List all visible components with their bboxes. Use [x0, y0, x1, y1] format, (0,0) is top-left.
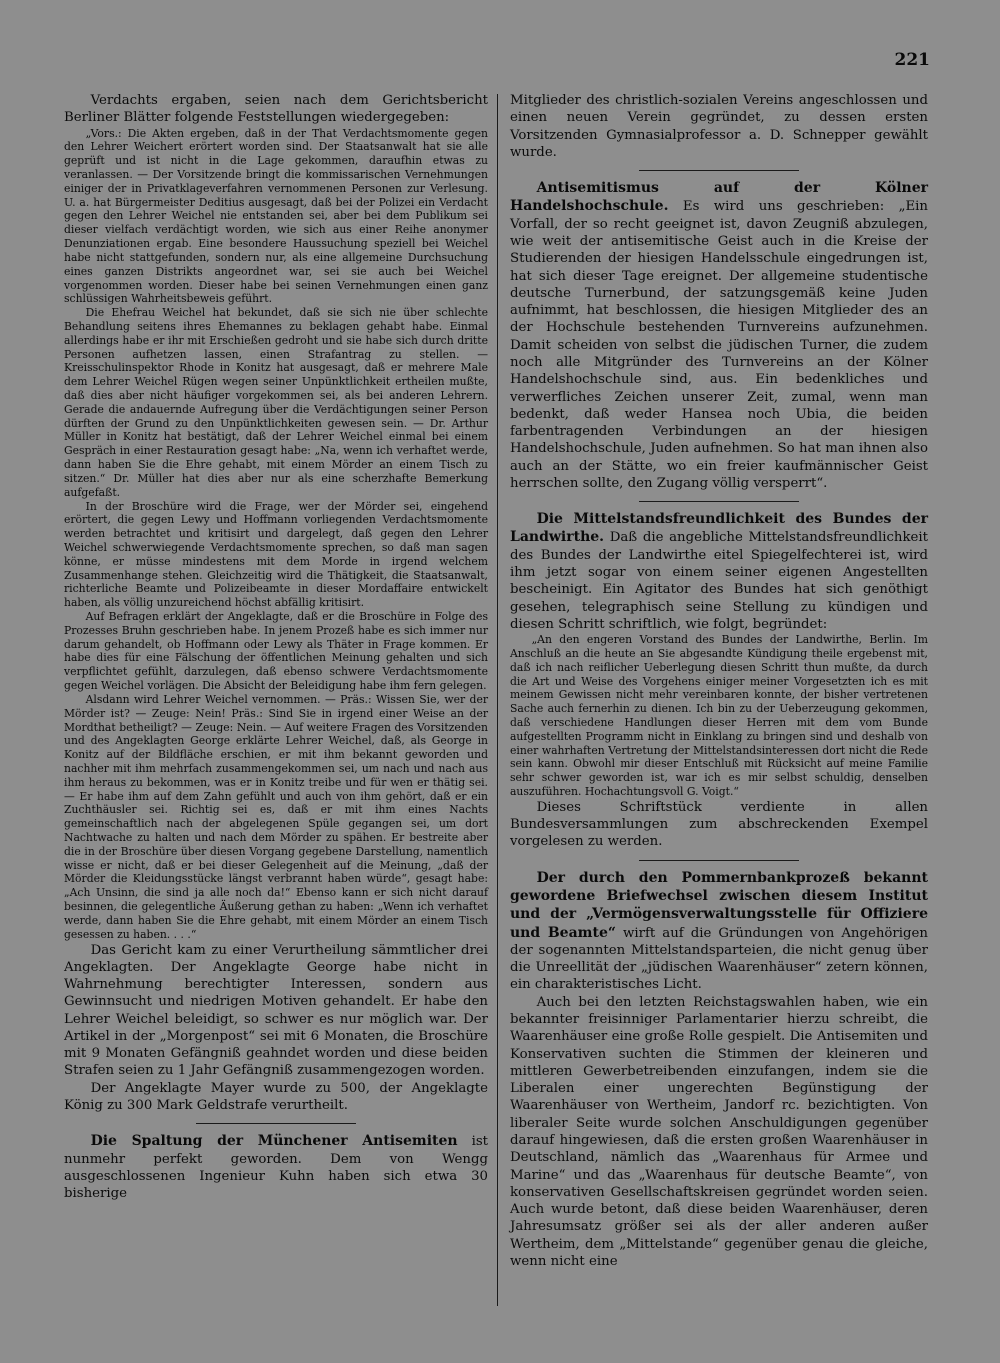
paragraph-text: Alsdann wird Lehrer Weichel vernommen. — Präs.: Wissen Sie, wer der Mörder ist? — Zeuge: Nein! Präs.: Sind Sie in irgend einer Weise an der Mordthat betheiligt? — Zeuge: Nein. — Auf weitere Fragen des Vorsitzenden und des Angeklagten George erklärte Lehrer Weichel, daß, als George in Konitz auf der Bildfläche erschien, er mit ihm bekannt geworden und nachher mit ihm mehrfach zusammengekommen sei, um nach und nach aus ihm heraus zu bekommen, was er in Konitz treibe und für wen er thätig sei. — Er habe ihm auf dem Zahn gefühlt und auch von ihm gehört, daß er ein Zuchthäusler sei. Richtig sei es, daß er mit ihm eines Nachts gemeinschaftlich nach der abgelegenen Spüle gegangen sei, um dort Nachtwache zu halten und nach dem Mörder zu spähen. Er bestreite aber die in der Broschüre über diesen Vorgang gegebene Darstellung, namentlich wisse er nicht, daß er bei dieser Gelegenheit auf die Meinung, „daß der Mörder die Kleidungsstücke längst verbrannt haben würde“, gesagt habe: „Ach Unsinn, die sind ja alle noch da!“ Ebenso kann er sich nicht darauf besinnen, die gelegentliche Äußerung gethan zu haben: „Wenn ich verhaftet werde, dann haben Sie die Ehre gehabt, mit einem Mörder an einem Tisch gesessen zu haben. . . .“	[64, 692, 488, 941]
paragraph	[510, 92, 928, 161]
paragraph-text: „An den engeren Vorstand des Bundes der Landwirthe, Berlin. Im Anschluß an die heute an Sie abgesandte Kündigung theile ergebenst mit, daß ich nach reiflicher Ueberlegung diesen Schritt thun mußte, da durch die Art und Weise des Vorgehens einiger meiner Vorgesetzten ich es mit meinem Gewissen nicht mehr vereinbaren konnte, der bisher vertretenen Sache auch fernerhin zu dienen. Ich bin zu der Ueberzeugung gekommen, daß verschiedene Handlungen dieser Herren mit dem vom Bunde aufgestellten Programm nicht in Einklang zu bringen sind und deshalb von einer wahrhaften Vertretung der Mittelstandsinteressen dort nicht die Rede sein kann. Obwohl mir dieser Entschluß mit Rücksicht auf meine Familie sehr schwer geworden ist, war ich es mir selbst schuldig, denselben auszuführen. Hochachtungsvoll G. Voigt.“	[510, 633, 928, 799]
paragraph	[64, 92, 488, 127]
paragraph-text: Es wird uns geschrieben: „Ein Vorfall, der so recht geeignet ist, davon Zeugniß abzulegen, wie weit der antisemitische Geist auch in die Kreise der Studierenden der hiesigen Handelsschule eingedrungen ist, hat sich dieser Tage ereignet. Der allgemeine studentische deutsche Turnerbund, der satzungsgemäß keine Juden aufnimmt, hat beschlossen, die hiesigen Mitglieder des an der Hochschule bestehenden Turnvereins aufzunehmen. Damit scheiden von selbst die jüdischen Turner, die zudem noch alle Mitgründer des Turnvereins an der Kölner Handelshochschule sind, aus. Ein bedenkliches und verwerfliches Zeichen unserer Zeit, zumal, wenn man bedenkt, daß weder Hansea noch Ubia, die beiden farbentragenden Verbindungen an der hiesigen Handelshochschule, Juden aufnehmen. So hat man ihnen also auch an der Stätte, wo ein freier kaufmännischer Geist herrschen sollte, den Zugang völlig versperrt“.	[510, 199, 928, 491]
paragraph-text: Das Gericht kam zu einer Verurtheilung sämmtlicher drei Angeklagten. Der Angeklagte George habe nicht in Wahrnehmung berechtigter Interessen, sondern aus Gewinnsucht und niedrigen Motiven gehandelt. Er habe den Lehrer Weichel beleidigt, so schwer es nur möglich war. Der Artikel in der „Morgenpost“ sei mit 6 Monaten, die Broschüre mit 9 Monaten Gefängniß geahndet worden und diese beiden Strafen seien zu 1 Jahr Gefängniß zusammengezogen worden.	[64, 942, 488, 1079]
section-separator	[639, 860, 799, 861]
paragraph	[64, 610, 488, 693]
section-separator	[196, 1123, 356, 1124]
section-separator	[639, 170, 799, 171]
paragraph	[510, 994, 928, 1271]
paragraph-text: Dieses Schriftstück verdiente in allen Bundesversammlungen zum abschreckenden Exempel vorgelesen zu werden.	[510, 799, 928, 850]
article-heading: Die Spaltung der Münchener Antisemiten	[90, 1133, 458, 1150]
page-number: 221	[894, 50, 930, 70]
paragraph	[64, 306, 488, 499]
article-paragraph-with-heading	[64, 1132, 488, 1202]
left-column	[64, 92, 488, 1202]
paragraph	[510, 633, 928, 799]
article-paragraph-with-heading	[510, 869, 928, 994]
paragraph-text: In der Broschüre wird die Frage, wer der Mörder sei, eingehend erörtert, die gegen Lewy und Hoffmann vorliegenden Verdachtsmomente werden betrachtet und kritisirt und dargelegt, daß gegen den Lehrer Weichel schwerwiegende Verdachtsmomente sprechen, so daß man sagen könne, er müsse mindestens mit dem Morde in irgend welchem Zusammenhange stehen. Gleichzeitig wird die Thätigkeit, die Staatsanwalt, richterliche Beamte und Polizeibeamte in dieser Mordaffaire entwickelt haben, als völlig unzureichend höchst abfällig kritisirt.	[64, 499, 488, 610]
article-paragraph-with-heading	[510, 179, 928, 492]
article-heading: Der durch den Pommernbankprozeß bekannt gewordene Briefwechsel zwischen diesem Institut und der „Vermögensverwaltungsstelle für Offiziere und Beamte“	[510, 869, 928, 941]
paragraph-text: Verdachts ergaben, seien nach dem Gerichtsbericht Berliner Blätter folgende Feststellungen wiedergegeben:	[64, 93, 488, 126]
paragraph	[64, 942, 488, 1080]
column-divider	[497, 94, 498, 1306]
paragraph-text: „Vors.: Die Akten ergeben, daß in der That Verdachtsmomente gegen den Lehrer Weichert erörtert worden sind. Der Staatsanwalt hat sie alle geprüft und ist nicht in die Lage gekommen, daraufhin etwas zu veranlassen. — Der Vorsitzende bringt die kommissarischen Vernehmungen einiger der in Privatklageverfahren vernommenen Personen zur Verlesung. U. a. hat Bürgermeister Deditius ausgesagt, daß bei der Polizei ein Verdacht gegen den Lehrer Weichel nie entstanden sei, aber bei dem Publikum sei dieser vielfach verdächtigt worden, wie sich aus einer Reihe anonymer Denunziationen ergab. Eine besondere Haussuchung speziell bei Weichel habe nicht stattgefunden, sondern nur, als eine allgemeine Durchsuchung eines ganzen Distrikts angeordnet war, sei sie auch bei Weichel vorgenommen worden. Dieser habe bei seinen Vernehmungen einen ganz schlüssigen Wahrheitsbeweis geführt.	[64, 126, 488, 306]
paragraph	[64, 1080, 488, 1115]
article-paragraph-with-heading	[510, 510, 928, 633]
paragraph	[64, 693, 488, 942]
paragraph-text: ist nunmehr perfekt geworden. Dem von Wengg ausgeschlossenen Ingenieur Kuhn haben sich etwa 30 bisherige	[64, 1134, 488, 1202]
paragraph	[64, 500, 488, 611]
paragraph	[510, 799, 928, 851]
paragraph-text: Der Angeklagte Mayer wurde zu 500, der Angeklagte König zu 300 Mark Geldstrafe verurtheilt.	[64, 1080, 488, 1114]
right-column	[510, 92, 928, 1270]
paragraph-text: wirft auf die Gründungen von Angehörigen der sogenannten Mittelstandsparteien, die nicht genug über die Unreellität der „jüdischen Waarenhäuser“ zetern können, ein charakteristisches Licht.	[510, 925, 928, 993]
article-heading: Antisemitismus auf der Kölner Handelshochschule.	[510, 180, 928, 215]
paragraph-text: Auf Befragen erklärt der Angeklagte, daß er die Broschüre in Folge des Prozesses Bruhn geschrieben habe. In jenem Prozeß habe es sich immer nur darum gehandelt, ob Hoffmann oder Lewy als Thäter in Frage kommen. Er habe dies für eine Fälschung der öffentlichen Meinung gehalten und sich verpflichtet gefühlt, darzulegen, daß ebenso schwere Verdachtsmomente gegen Weichel vorlägen. Die Absicht der Beleidigung habe ihm fern gelegen.	[64, 610, 488, 693]
paragraph-text: Mitglieder des christlich-sozialen Vereins angeschlossen und einen neuen Verein gegründet, zu dessen ersten Vorsitzenden Gymnasialprofessor a. D. Schnepper gewählt wurde.	[510, 93, 928, 160]
paragraph-text: Die Ehefrau Weichel hat bekundet, daß sie sich nie über schlechte Behandlung seitens ihres Ehemannes zu beklagen gehabt habe. Einmal allerdings habe er ihr mit Erschießen gedroht und sie habe sich durch dritte Personen aufhetzen lassen, einen Strafantrag zu stellen. — Kreisschulinspektor Rhode in Konitz hat ausgesagt, daß er mehrere Male dem Lehrer Weichel Rügen wegen seiner Unpünktlichkeit ertheilen mußte, daß dies aber nicht häufiger vorgekommen sei, als bei anderen Lehrern. Gerade die andauernde Aufregung über die Verdächtigungen seiner Person dürften der Grund zu den Unpünktlichkeiten gewesen sein. — Dr. Arthur Müller in Konitz hat bestätigt, daß der Lehrer Weichel einmal bei einem Gespräch in einer Restauration gesagt habe: „Na, wenn ich verhaftet werde, dann haben Sie die Ehre gehabt, mit einem Mörder an einem Tisch zu sitzen.“ Dr. Müller hat dies aber nur als eine scherzhafte Bemerkung aufgefaßt.	[64, 306, 488, 499]
section-separator	[639, 501, 799, 502]
article-heading: Die Mittelstandsfreundlichkeit des Bundes der Landwirthe.	[510, 511, 928, 546]
paragraph	[64, 127, 488, 307]
paragraph-text: Auch bei den letzten Reichstagswahlen haben, wie ein bekannter freisinniger Parlamentarier hierzu schreibt, die Waarenhäuser eine große Rolle gespielt. Die Antisemiten und Konservativen suchten die Stimmen der kleineren und mittleren Gewerbetreibenden einzufangen, indem sie die Liberalen einer ungerechten Begünstigung der Waarenhäuser von Wertheim, Jandorf rc. bezichtigten. Von liberaler Seite wurde solchen Anschuldigungen gegenüber darauf hingewiesen, daß die ersten großen Waarenhäuser in Deutschland, nämlich das „Waarenhaus für Armee und Marine“ und das „Waarenhaus für deutsche Beamte“, von konservativen Gesellschaftskreisen gegründet worden seien. Auch wurde betont, daß diese beiden Waarenhäuser, deren Jahresumsatz größer sei als der aller anderen außer Wertheim, dem „Mittelstande“ gegenüber genau die gleiche, wenn nicht eine	[510, 994, 928, 1269]
paragraph-text: Daß die angebliche Mittelstandsfreundlichkeit des Bundes der Landwirthe eitel Spiegelfechterei ist, wird ihm jetzt sogar von einem seiner eigenen Angestellten bescheinigt. Ein Agitator des Bundes hat sich genöthigt gesehen, telegraphisch seine Stellung zu kündigen und diesen Schritt schriftlich, wie folgt, begründet:	[510, 530, 928, 632]
